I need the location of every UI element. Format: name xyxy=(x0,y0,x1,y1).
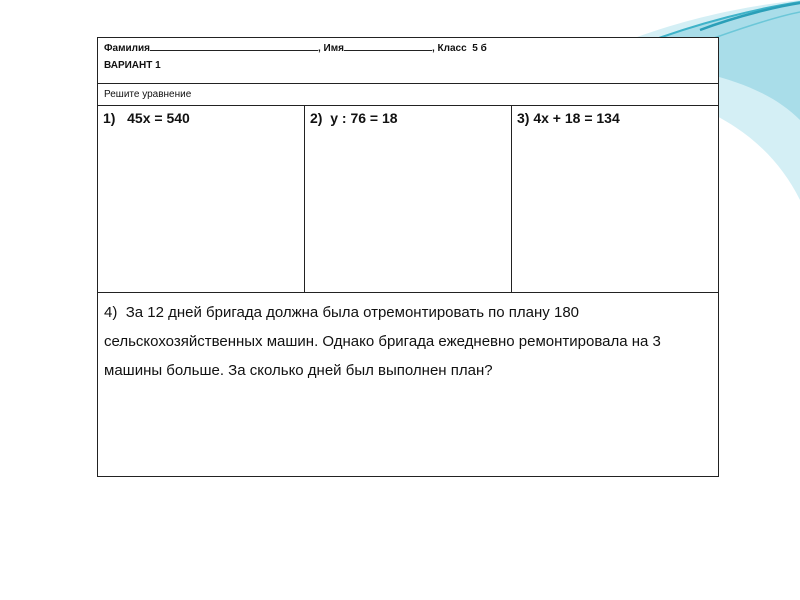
surname-label: Фамилия xyxy=(104,43,150,54)
equation-text: 4х + 18 = 134 xyxy=(533,110,620,126)
equation-text: 45х = 540 xyxy=(127,110,190,126)
variant-label: ВАРИАНТ 1 xyxy=(104,60,161,71)
equation-cell-2[interactable] xyxy=(305,106,512,293)
equation-number: 1) xyxy=(103,110,116,126)
equation-3 xyxy=(517,110,620,126)
task-number: 4) xyxy=(104,304,118,321)
name-label: , Имя xyxy=(317,43,344,54)
worksheet xyxy=(97,37,719,477)
word-problem xyxy=(104,298,704,385)
instruction-row xyxy=(98,84,718,106)
equation-2 xyxy=(310,110,398,126)
word-problem-row[interactable] xyxy=(98,293,718,476)
task-text: За 12 дней бригада должна была отремонтировать по плану 180 сельскохозяйственных машин. Однако бригада ежедневно ремонтировала на 3 машины больше. За сколько дней был выполнен план? xyxy=(104,304,661,379)
equation-cell-1[interactable] xyxy=(98,106,305,293)
equation-number: 2) xyxy=(310,110,323,126)
class-value: 5 б xyxy=(472,43,487,54)
equation-text: у : 76 = 18 xyxy=(330,110,398,126)
student-info-row xyxy=(98,38,718,84)
equation-cell-3[interactable] xyxy=(512,106,718,293)
surname-blank[interactable] xyxy=(150,42,318,51)
name-blank[interactable] xyxy=(344,42,432,51)
equation-1 xyxy=(103,110,190,126)
equations-row xyxy=(98,106,718,293)
instruction-text: Решите уравнение xyxy=(104,89,192,100)
student-info-line xyxy=(104,42,487,54)
equation-number: 3) xyxy=(517,110,530,126)
class-label: , Класс xyxy=(431,43,467,54)
